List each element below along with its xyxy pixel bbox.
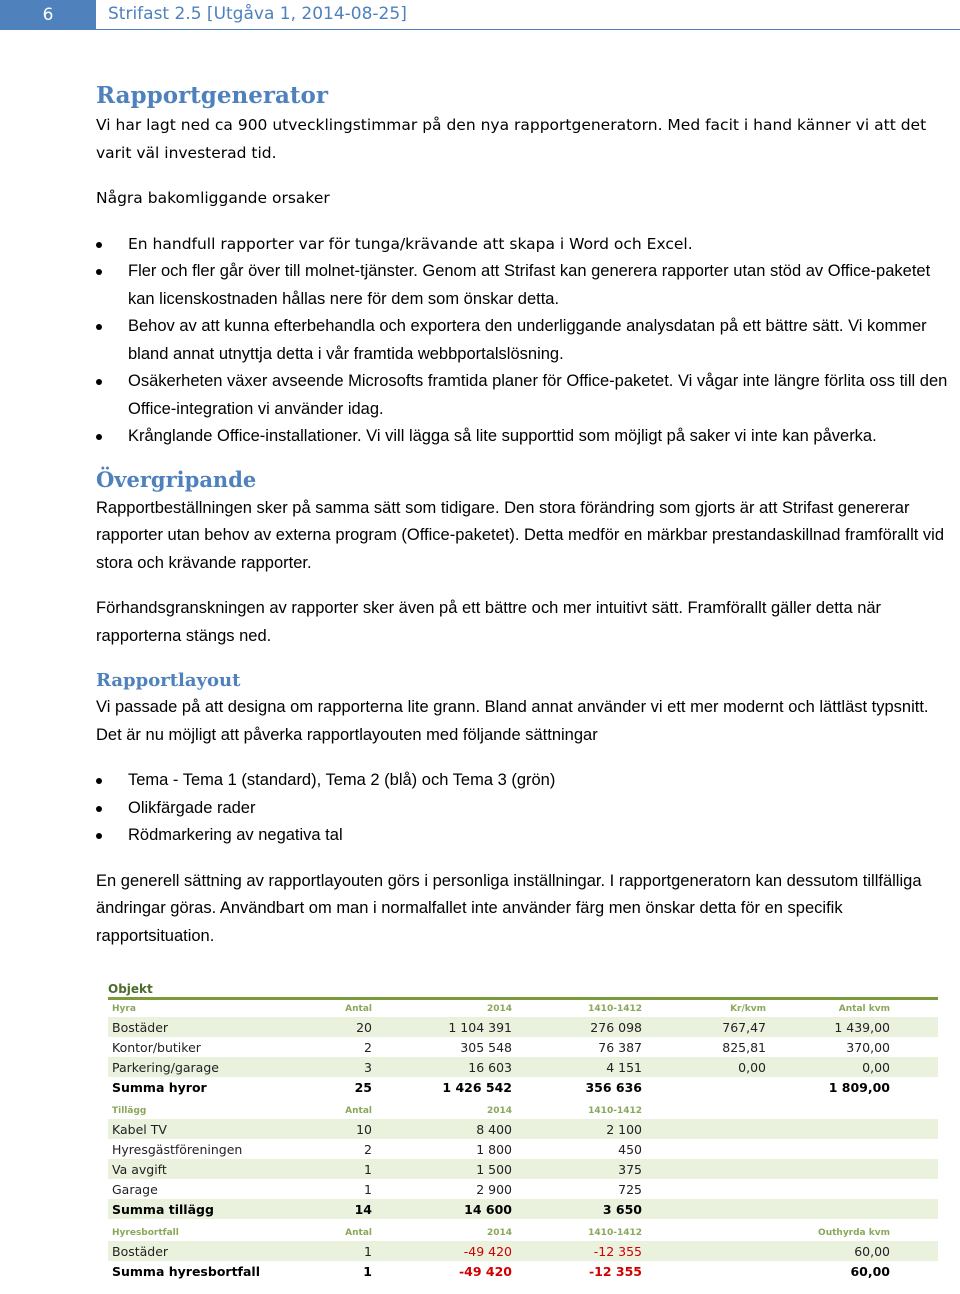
- table-cell: Kr/kvm: [730, 1003, 766, 1014]
- table-cell: 76 387: [598, 1039, 642, 1055]
- table-cell: -12 355: [588, 1263, 642, 1279]
- table-sum-row: [108, 1077, 938, 1097]
- table-cell: 3: [364, 1059, 372, 1075]
- list-item: Tema - Tema 1 (standard), Tema 2 (blå) och Tema 3 (grön): [96, 767, 958, 795]
- table-row: [108, 1179, 938, 1199]
- table-cell: 305 548: [460, 1039, 512, 1055]
- subheading-orsaker: Några bakomliggande orsaker: [96, 189, 330, 207]
- heading-rapportlayout: Rapportlayout: [96, 670, 241, 691]
- table-cell: 3 650: [602, 1201, 642, 1217]
- list-item: Rödmarkering av negativa tal: [96, 822, 958, 850]
- document-body: [96, 80, 958, 950]
- rapportlayout-outro: En generell sättning av rapportlayouten görs i personliga inställningar. I rapportgeneratorn kan dessutom tillfälliga ändringar göras. Användbart om man i normalfallet inte använder färg men önskar detta för en specifik rapportsituation.: [96, 871, 922, 945]
- table-cell: 2 100: [606, 1121, 642, 1137]
- table-cell: Summa hyresbortfall: [112, 1263, 260, 1279]
- table-cell: 1410-1412: [588, 1105, 642, 1116]
- table-cell: 25: [354, 1079, 372, 1095]
- table-cell: 825,81: [722, 1039, 766, 1055]
- table-cell: 1: [364, 1181, 372, 1197]
- table-cell: Hyresgästföreningen: [112, 1141, 243, 1157]
- table-cell: 1 800: [476, 1141, 512, 1157]
- table-cell: 14 600: [464, 1201, 512, 1217]
- table-cell: 60,00: [850, 1263, 890, 1279]
- table-cell: -49 420: [458, 1263, 512, 1279]
- table-cell: 1 500: [476, 1161, 512, 1177]
- table-cell: 20: [356, 1019, 372, 1035]
- table-cell: Kabel TV: [112, 1121, 167, 1137]
- table-cell: 1410-1412: [588, 1227, 642, 1238]
- table-cell: Kontor/butiker: [112, 1039, 201, 1055]
- table-cell: 2014: [486, 1227, 512, 1238]
- table-cell: Antal kvm: [838, 1003, 890, 1014]
- table-cell: 2 900: [476, 1181, 512, 1197]
- table-cell: 1 104 391: [448, 1019, 512, 1035]
- table-row: [108, 1139, 938, 1159]
- table-cell: Antal: [345, 1003, 372, 1014]
- table-cell: Bostäder: [112, 1019, 169, 1035]
- table-cell: 2014: [486, 1003, 512, 1014]
- bullet-icon: [96, 324, 102, 330]
- table-cell: 767,47: [722, 1019, 766, 1035]
- table-cell: Hyra: [112, 1003, 136, 1014]
- table-cell: 725: [618, 1181, 642, 1197]
- table-cell: 14: [354, 1201, 372, 1217]
- table-cell: Parkering/garage: [112, 1059, 219, 1075]
- bullet-icon: [96, 434, 102, 440]
- page-number: 6: [42, 5, 54, 25]
- table-cell: 1: [364, 1243, 372, 1259]
- report-table-body: [108, 1000, 938, 1281]
- orsaker-list: [96, 231, 958, 451]
- table-row: [108, 1057, 938, 1077]
- table-cell: 2014: [486, 1105, 512, 1116]
- table-header-row: [108, 1000, 938, 1017]
- list-item: Krånglande Office-installationer. Vi vill lägga så lite supporttid som möjligt på saker vi inte kan påverka.: [96, 423, 958, 451]
- table-cell: Antal: [345, 1227, 372, 1238]
- table-cell: 1410-1412: [588, 1003, 642, 1014]
- table-cell: 375: [618, 1161, 642, 1177]
- table-cell: 450: [618, 1141, 642, 1157]
- header-title: Strifast 2.5 [Utgåva 1, 2014-08-25]: [108, 4, 407, 24]
- table-cell: Va avgift: [112, 1161, 167, 1177]
- list-item: En handfull rapporter var för tunga/krävande att skapa i Word och Excel.: [96, 231, 958, 259]
- table-cell: Outhyrda kvm: [818, 1227, 890, 1238]
- intro-rapportgenerator: Vi har lagt ned ca 900 utvecklingstimmar på den nya rapportgeneratorn. Med facit i hand känner vi att det varit väl investerad tid.: [96, 116, 927, 162]
- table-cell: 276 098: [590, 1019, 642, 1035]
- heading-overgripande: Övergripande: [96, 466, 257, 492]
- overgripande-para-1: Rapportbeställningen sker på samma sätt som tidigare. Den stora förändring som gjorts är att Strifast genererar rapporter utan behov av externa program (Office-paketet). Detta medför en märkbar prestandaskillnad framförallt vid stora och krävande rapporter.: [96, 498, 945, 572]
- bullet-icon: [96, 379, 102, 385]
- table-cell: 10: [356, 1121, 372, 1137]
- report-table: [108, 982, 938, 1281]
- table-cell: 4 151: [606, 1059, 642, 1075]
- table-header-row: [108, 1224, 938, 1241]
- list-item: Behov av att kunna efterbehandla och exportera den underliggande analysdatan på ett bättre sätt. Vi kommer bland annat utnyttja detta i vår framtida webbportalslösning.: [96, 313, 958, 368]
- table-cell: -49 420: [463, 1243, 512, 1259]
- table-cell: 0,00: [738, 1059, 766, 1075]
- rapportlayout-intro: Vi passade på att designa om rapporterna lite grann. Bland annat använder vi ett mer modernt och lättläst typsnitt. Det är nu möjligt att påverka rapportlayouten med följande sättningar: [96, 698, 929, 744]
- bullet-icon: [96, 242, 102, 248]
- table-cell: 1: [363, 1263, 372, 1279]
- table-sum-row: [108, 1261, 938, 1281]
- table-row: [108, 1159, 938, 1179]
- table-row: [108, 1241, 938, 1261]
- table-cell: 0,00: [862, 1059, 890, 1075]
- table-cell: Garage: [112, 1181, 158, 1197]
- table-cell: Summa tillägg: [112, 1201, 214, 1217]
- table-cell: 1 426 542: [442, 1079, 512, 1095]
- table-cell: 1: [364, 1161, 372, 1177]
- list-item: Olikfärgade rader: [96, 795, 958, 823]
- list-item: Fler och fler går över till molnet-tjänster. Genom att Strifast kan generera rapporter utan stöd av Office-paketet kan licenskostnaden hållas nere för dem som önskar detta.: [96, 258, 958, 313]
- bullet-icon: [96, 833, 102, 839]
- page-number-box: [0, 0, 96, 30]
- table-cell: 2: [364, 1039, 372, 1055]
- table-row: [108, 1037, 938, 1057]
- layout-options-list: [96, 767, 958, 850]
- table-cell: 1 809,00: [828, 1079, 890, 1095]
- table-cell: 2: [364, 1141, 372, 1157]
- table-cell: Antal: [345, 1105, 372, 1116]
- list-item: Osäkerheten växer avseende Microsofts framtida planer för Office-paketet. Vi vågar inte längre förlita oss till den Office-integration vi använder idag.: [96, 368, 958, 423]
- table-row: [108, 1119, 938, 1139]
- table-cell: 1 439,00: [834, 1019, 890, 1035]
- table-cell: Hyresbortfall: [112, 1227, 179, 1238]
- table-cell: 16 603: [468, 1059, 512, 1075]
- header-rule: [96, 29, 960, 30]
- table-row: [108, 1017, 938, 1037]
- bullet-icon: [96, 269, 102, 275]
- table-sum-row: [108, 1199, 938, 1219]
- table-cell: -12 355: [593, 1243, 642, 1259]
- bullet-icon: [96, 778, 102, 784]
- table-header-row: [108, 1102, 938, 1119]
- table-cell: 370,00: [846, 1039, 890, 1055]
- table-cell: 60,00: [854, 1243, 890, 1259]
- table-cell: Tillägg: [112, 1105, 147, 1116]
- overgripande-para-2: Förhandsgranskningen av rapporter sker även på ett bättre och mer intuitivt sätt. Framförallt gäller detta när rapporterna stängs ned.: [96, 599, 882, 645]
- table-cell: 356 636: [585, 1079, 642, 1095]
- report-title: Objekt: [108, 982, 153, 996]
- heading-rapportgenerator: Rapportgenerator: [96, 82, 328, 109]
- bullet-icon: [96, 806, 102, 812]
- table-cell: Summa hyror: [112, 1079, 207, 1095]
- table-cell: Bostäder: [112, 1243, 169, 1259]
- table-cell: 8 400: [476, 1121, 512, 1137]
